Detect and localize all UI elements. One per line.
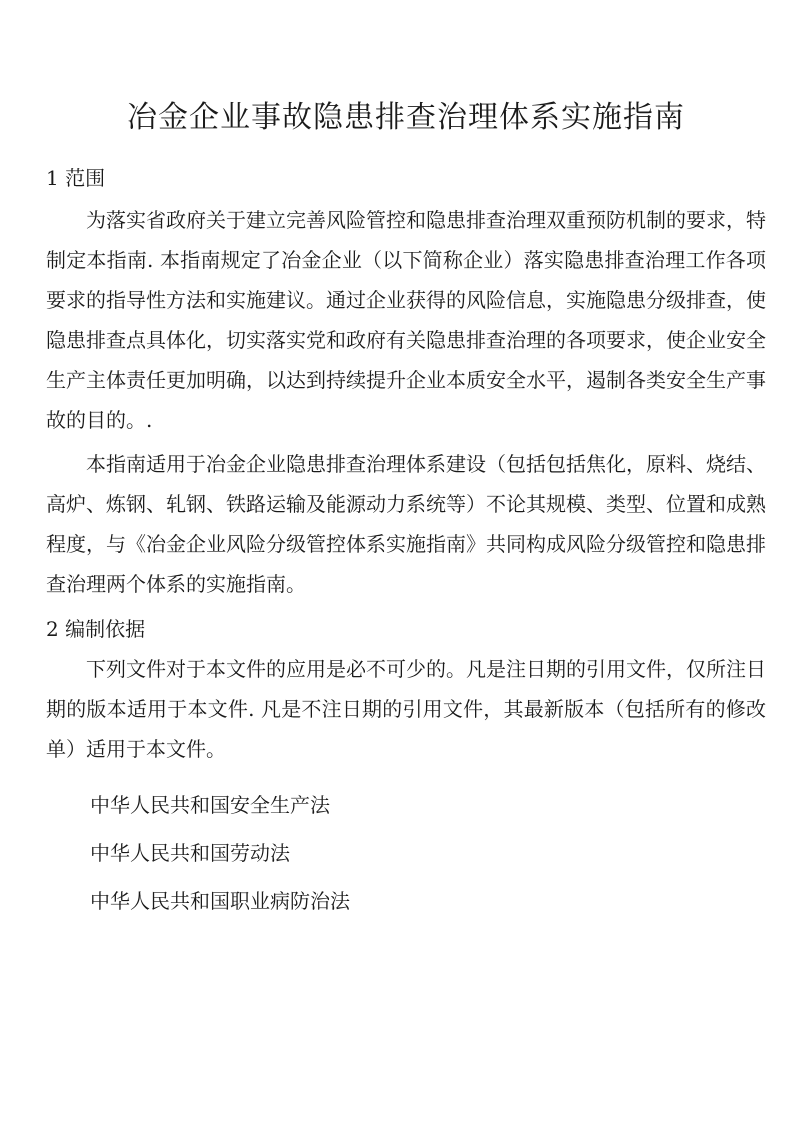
paragraph: 本指南适用于冶金企业隐患排查治理体系建设（包括包括焦化，原料、烧结、高炉、炼钢、轧钢、铁路运输及能源动力系统等）不论其规模、类型、位置和成熟程度，与《冶金企业风险分级管控体系实施指南》共同构成风险分级管控和隐患排查治理两个体系的实施指南。 xyxy=(46,452,766,596)
section-heading-scope: 1 范围 xyxy=(46,166,106,190)
reference-item: 中华人民共和国劳动法 xyxy=(90,841,290,865)
section-scope xyxy=(46,165,766,604)
document-title: 冶金企业事故隐患排查治理体系实施指南 xyxy=(127,100,685,135)
paragraph: 下列文件对于本文件的应用是必不可少的。凡是注日期的引用文件，仅所注日期的版本适用于本文件. 凡是不注日期的引用文件，其最新版本（包括所有的修改单）适用于本文件。 xyxy=(46,657,766,761)
reference-list xyxy=(46,785,766,921)
section-heading-basis: 2 编制依据 xyxy=(46,617,146,641)
reference-item: 中华人民共和国安全生产法 xyxy=(90,793,330,817)
section-basis xyxy=(46,616,766,921)
paragraph: 为落实省政府关于建立完善风险管控和隐患排查治理双重预防机制的要求，特制定本指南. 本指南规定了冶金企业（以下简称企业）落实隐患排查治理工作各项要求的指导性方法和实施建议。通过企业获得的风险信息，实施隐患分级排查，使隐患排查点具体化，切实落实党和政府有关隐患排查治理的各项要求，使企业安全生产主体责任更加明确，以达到持续提升企业本质安全水平，遏制各类安全生产事故的目的。. xyxy=(46,208,766,432)
reference-item: 中华人民共和国职业病防治法 xyxy=(90,889,350,913)
